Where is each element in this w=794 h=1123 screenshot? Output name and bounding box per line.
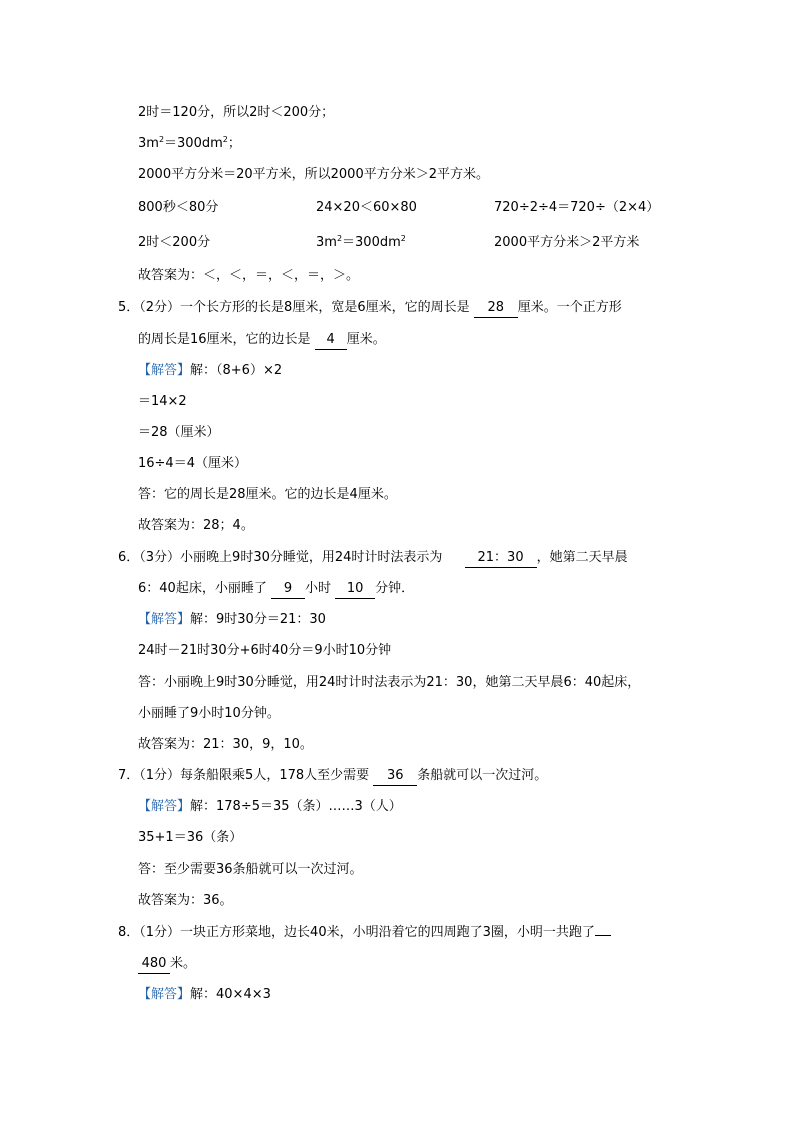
answer-blank-start [595,935,611,936]
comparison-cell: $3m^2=300dm^2$ [316,234,406,250]
question-5-line2: 的周长是16厘米，它的边长是 4 厘米。 [138,331,386,350]
answer-blank: 36 [373,767,417,786]
question-7: 7．（1分）每条船限乘5人，178人至少需要 36 条船就可以一次过河。 [118,767,547,786]
solution-tag: 【解答】 [138,799,191,814]
solution-line: ＝28（厘米） [138,425,220,440]
question-number: 5． [118,300,140,315]
answer-blank: 10 [335,580,375,599]
answer-line: 故答案为：28；4。 [138,518,254,533]
answer-blank: 28 [474,299,518,318]
solution-line: 答：小丽晚上9时30分睡觉，用24时计时法表示为21：30，她第二天早晨6：40起床， [138,675,641,690]
answer-blank: 480 [138,955,170,974]
solution-tag: 【解答】 [138,612,191,627]
comparison-cell: 720÷2÷4＝720÷（2×4） [494,200,660,215]
question-number: 6． [118,550,140,565]
solution-line: 小丽睡了9小时10分钟。 [138,706,280,721]
answer-line: 故答案为：36。 [138,893,233,908]
question-8: 8．（1分）一块正方形菜地，边长40米，小明沿着它的四周跑了3圈，小明一共跑了 [118,924,611,942]
solution-line: 35+1＝36（条） [138,830,243,845]
question-8-line2: 480 米。 [138,955,196,974]
question-number: 7． [118,768,140,783]
solution-line: 答：至少需要36条船就可以一次过河。 [138,862,363,877]
solution-line: 【解答】解：（8+6）×2 [138,363,283,378]
answer-blank: 9 [271,580,305,599]
question-number: 8． [118,925,140,940]
solution-line: 2000平方分米＝20平方米，所以2000平方分米＞2平方米。 [138,167,489,182]
comparison-cell: 2时＜200分 [138,235,211,250]
solution-line: 16÷4＝4（厘米） [138,456,247,471]
solution-line: 2时＝120分，所以2时＜200分； [138,105,335,120]
solution-line: 24时－21时30分+6时40分＝9小时10分钟 [138,643,392,658]
answer-line: 故答案为：21：30，9，10。 [138,737,313,752]
solution-line: 答：它的周长是28厘米。它的边长是4厘米。 [138,487,397,502]
solution-line: 【解答】解：9时30分＝21：30 [138,612,326,627]
answer-blank: 21：30 [465,549,537,568]
question-5: 5．（2分）一个长方形的长是8厘米，宽是6厘米，它的周长是 28 厘米。一个正方形 [118,299,622,318]
solution-line: 【解答】解：178÷5＝35（条）……3（人） [138,799,402,814]
comparison-cell: 24×20＜60×80 [316,200,417,215]
solution-tag: 【解答】 [138,987,191,1002]
comparison-cell: 2000平方分米＞2平方米 [494,235,640,250]
solution-line: ＝14×2 [138,394,187,409]
answer-line: 故答案为：＜，＜，＝，＜，＝，＞。 [138,268,360,283]
question-6: 6．（3分）小丽晚上9时30分睡觉，用24时计时法表示为 21：30 ，她第二天早晨 [118,549,628,568]
solution-line: $3m^2=300dm^2$； [138,135,241,151]
solution-tag: 【解答】 [138,363,191,378]
question-6-line2: 6：40起床，小丽睡了 9 小时 10 分钟． [138,580,414,599]
comparison-cell: 800秒＜80分 [138,200,219,215]
answer-blank: 4 [315,331,347,350]
solution-line: 【解答】解：40×4×3 [138,987,271,1002]
